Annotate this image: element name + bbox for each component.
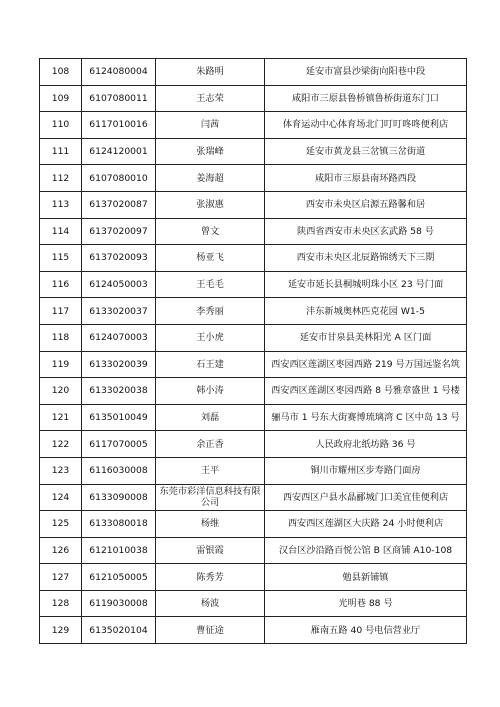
name-cell: 韩小涛 (156, 378, 265, 405)
name-cell: 雷银霞 (156, 537, 265, 564)
seq-cell: 124 (40, 484, 82, 511)
name-cell: 曹征途 (156, 617, 265, 644)
table-row (40, 617, 467, 644)
seq-cell: 127 (40, 564, 82, 591)
code-cell: 6124050003 (82, 271, 156, 298)
code-cell: 6133080018 (82, 511, 156, 538)
address-cell: 延安市富县沙梁街向阳巷中段 (265, 59, 467, 86)
address-cell: 铜川市耀州区步寿路门面房 (265, 457, 467, 484)
seq-cell: 111 (40, 138, 82, 165)
code-cell: 6135020104 (82, 617, 156, 644)
seq-cell: 114 (40, 218, 82, 245)
table-row (40, 351, 467, 378)
name-cell: 杨波 (156, 590, 265, 617)
table-row (40, 324, 467, 351)
table-row (40, 378, 467, 405)
seq-cell: 116 (40, 271, 82, 298)
address-cell: 汉台区沙沿路百悦公馆 B 区商铺 A10-108 (265, 537, 467, 564)
seq-cell: 125 (40, 511, 82, 538)
table-row (40, 59, 467, 86)
table-row (40, 138, 467, 165)
name-cell: 王平 (156, 457, 265, 484)
name-cell: 陈秀芳 (156, 564, 265, 591)
table-row (40, 191, 467, 218)
code-cell: 6124070003 (82, 324, 156, 351)
name-cell: 东莞市彩洋信息科技有限公司 (156, 484, 265, 511)
address-cell: 陕西省西安市未央区玄武路 58 号 (265, 218, 467, 245)
name-cell: 杨亚飞 (156, 245, 265, 272)
table-row (40, 564, 467, 591)
table-row (40, 165, 467, 192)
address-cell: 西安西区莲湖区枣园西路 219 号万国远鉴名筑 (265, 351, 467, 378)
address-cell: 勉县新铺镇 (265, 564, 467, 591)
seq-cell: 121 (40, 404, 82, 431)
address-cell: 骊马市 1 号东大街赛博琉璃湾 C 区中岛 13 号 (265, 404, 467, 431)
address-cell: 体育运动中心体育场北门叮叮咚咚便利店 (265, 112, 467, 139)
seq-cell: 110 (40, 112, 82, 139)
seq-cell: 108 (40, 59, 82, 86)
table-row (40, 298, 467, 325)
table-row (40, 537, 467, 564)
name-cell: 余正香 (156, 431, 265, 458)
code-cell: 6117070005 (82, 431, 156, 458)
address-cell: 咸阳市三原县南环路西段 (265, 165, 467, 192)
code-cell: 6117010016 (82, 112, 156, 139)
address-cell: 延安市黄龙县三岔镇三岔街道 (265, 138, 467, 165)
seq-cell: 123 (40, 457, 82, 484)
code-cell: 6137020093 (82, 245, 156, 272)
address-cell: 人民政府北纸坊路 36 号 (265, 431, 467, 458)
seq-cell: 128 (40, 590, 82, 617)
seq-cell: 113 (40, 191, 82, 218)
address-cell: 西安市未央区启源五路馨和居 (265, 191, 467, 218)
table-row (40, 457, 467, 484)
table-row (40, 404, 467, 431)
seq-cell: 112 (40, 165, 82, 192)
code-cell: 6121050005 (82, 564, 156, 591)
name-cell: 刘磊 (156, 404, 265, 431)
table-row (40, 112, 467, 139)
name-cell: 李秀丽 (156, 298, 265, 325)
code-cell: 6124080004 (82, 59, 156, 86)
address-cell: 西安市未央区北辰路锦绣天下三期 (265, 245, 467, 272)
name-cell: 杨维 (156, 511, 265, 538)
address-cell: 雁南五路 40 号电信营业厅 (265, 617, 467, 644)
records-table-body (40, 59, 467, 644)
code-cell: 6135010049 (82, 404, 156, 431)
name-cell: 曾文 (156, 218, 265, 245)
code-cell: 6133020039 (82, 351, 156, 378)
records-table (39, 58, 467, 644)
code-cell: 6121010038 (82, 537, 156, 564)
address-cell: 西安西区莲湖区大庆路 24 小时便利店 (265, 511, 467, 538)
name-cell: 闫茜 (156, 112, 265, 139)
table-row (40, 271, 467, 298)
name-cell: 张瑞峰 (156, 138, 265, 165)
address-cell: 西安西区莲湖区枣园西路 8 号雅章盛世 1 号楼 (265, 378, 467, 405)
name-cell: 王小虎 (156, 324, 265, 351)
name-cell: 张淑惠 (156, 191, 265, 218)
seq-cell: 129 (40, 617, 82, 644)
code-cell: 6119030008 (82, 590, 156, 617)
address-cell: 西安西区户县水晶郦城门口美宜佳便利店 (265, 484, 467, 511)
code-cell: 6107080010 (82, 165, 156, 192)
seq-cell: 115 (40, 245, 82, 272)
code-cell: 6133020037 (82, 298, 156, 325)
table-row (40, 590, 467, 617)
code-cell: 6107080011 (82, 85, 156, 112)
name-cell: 王志荣 (156, 85, 265, 112)
address-cell: 延安市甘泉县美林阳光 A 区门面 (265, 324, 467, 351)
address-cell: 咸阳市三原县鲁桥镇鲁桥街道东门口 (265, 85, 467, 112)
name-cell: 姜海超 (156, 165, 265, 192)
table-row (40, 85, 467, 112)
table-row (40, 484, 467, 511)
name-cell: 石王建 (156, 351, 265, 378)
seq-cell: 117 (40, 298, 82, 325)
code-cell: 6116030008 (82, 457, 156, 484)
seq-cell: 118 (40, 324, 82, 351)
name-cell: 王毛毛 (156, 271, 265, 298)
seq-cell: 109 (40, 85, 82, 112)
code-cell: 6133020038 (82, 378, 156, 405)
address-cell: 沣东新城奥林匹克花园 W1-5 (265, 298, 467, 325)
code-cell: 6137020087 (82, 191, 156, 218)
code-cell: 6137020097 (82, 218, 156, 245)
table-row (40, 245, 467, 272)
seq-cell: 122 (40, 431, 82, 458)
seq-cell: 126 (40, 537, 82, 564)
address-cell: 延安市延长县桐城明珠小区 23 号门面 (265, 271, 467, 298)
name-cell: 朱路明 (156, 59, 265, 86)
code-cell: 6133090008 (82, 484, 156, 511)
seq-cell: 120 (40, 378, 82, 405)
code-cell: 6124120001 (82, 138, 156, 165)
table-row (40, 218, 467, 245)
document-page (39, 58, 466, 644)
seq-cell: 119 (40, 351, 82, 378)
table-row (40, 431, 467, 458)
address-cell: 光明巷 88 号 (265, 590, 467, 617)
table-row (40, 511, 467, 538)
